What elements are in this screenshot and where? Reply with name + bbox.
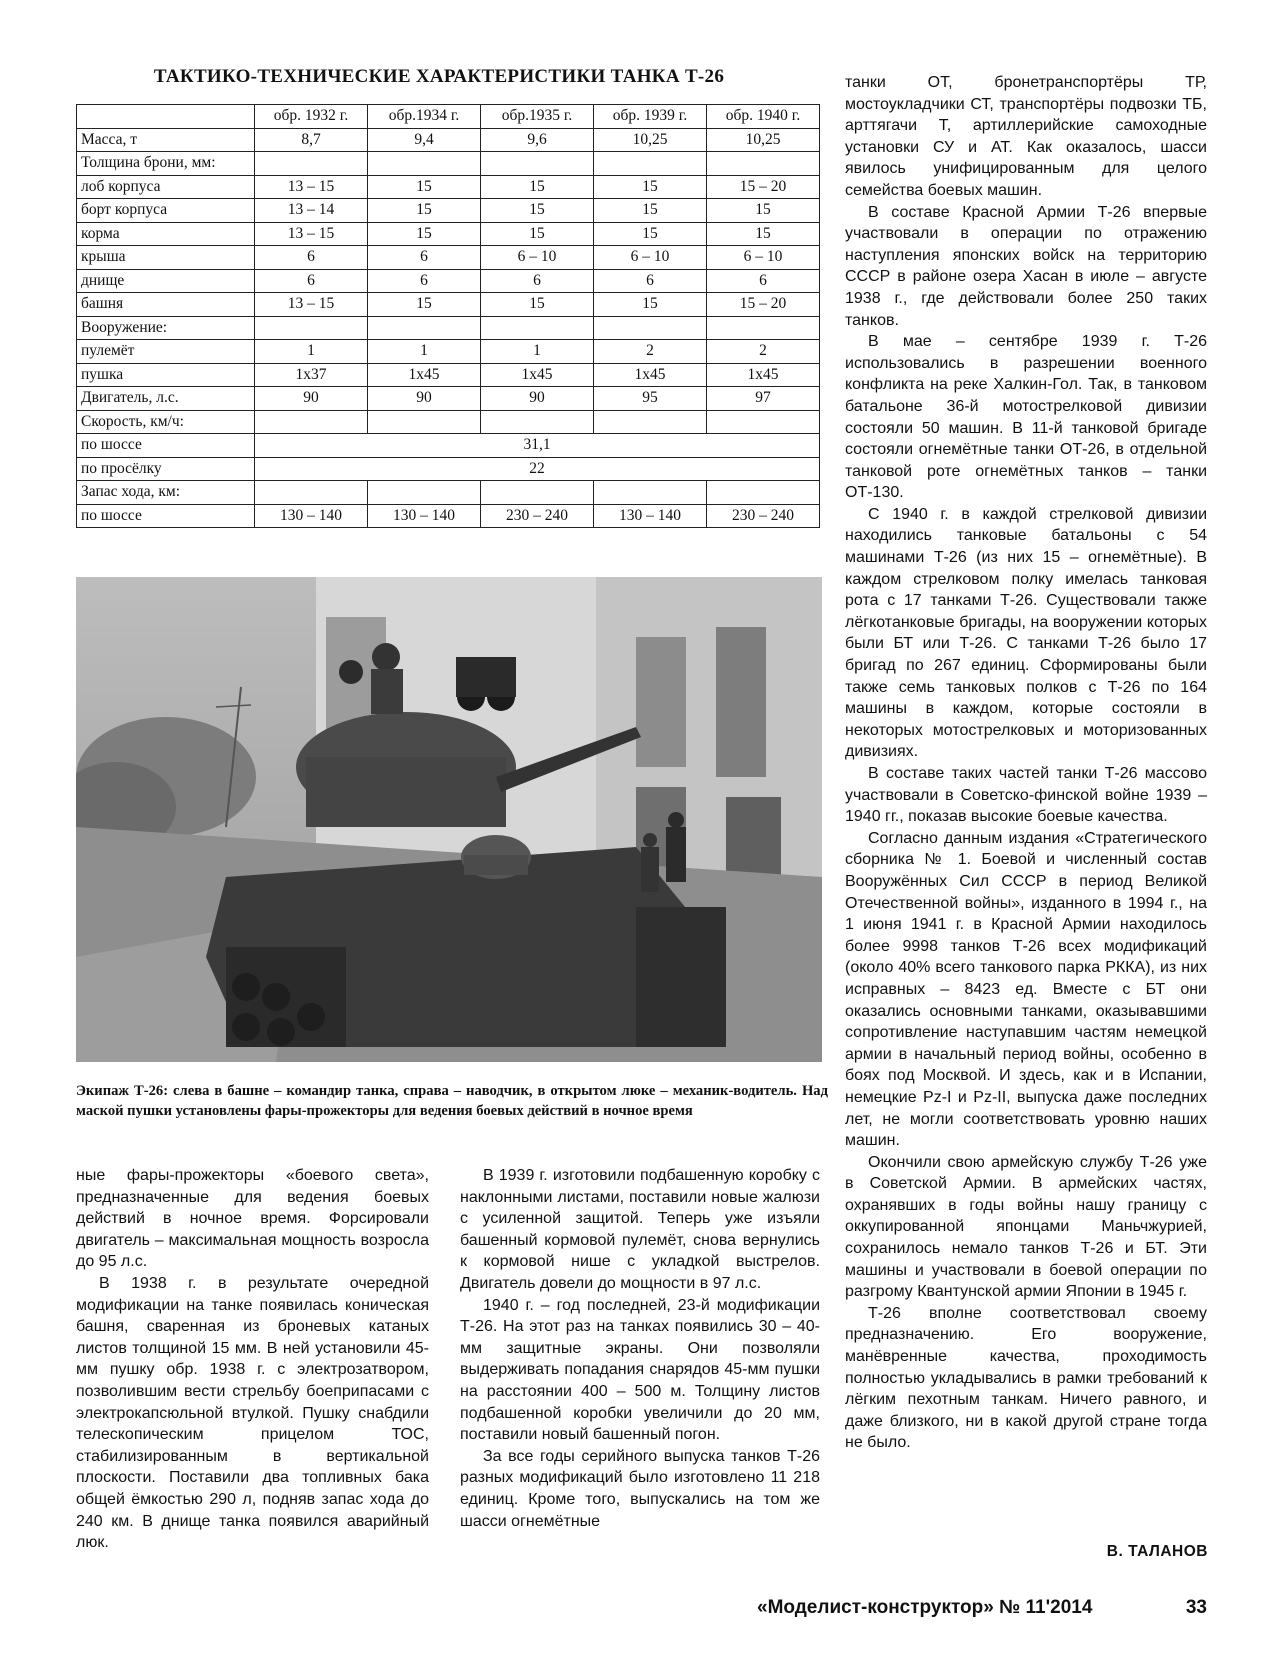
value-cell: 15 (707, 222, 820, 246)
value-cell (594, 410, 707, 434)
value-cell: 2 (707, 340, 820, 364)
value-cell: 15 (594, 175, 707, 199)
paragraph: В 1938 г. в результате очередной модификации на танке появилась коническая башня, сваренная из броневых катаных листов толщиной 15 мм. В ней установили 45-мм пушку обр. 1938 г. с электрозатвором, позволившим вести стрельбу боеприпасами с электрокапсюльной втулкой. Пушку снабдили телескопическим прицелом ТОС, стабилизированным в вертикальной плоскости. Поставили два топливных бака общей ёмкостью 290 л, подняв запас хода до 240 км. В днище танка появился аварийный люк. (76, 1274, 429, 1552)
table-row (77, 457, 820, 481)
table-row (77, 293, 820, 317)
paragraph: С 1940 г. в каждой стрелковой дивизии находились танковые батальоны с 54 машинами Т-26 (из них 15 – огнемётные). В каждом стрелковом полку имелась танковая рота с 17 танками Т-26. Существовали также лёгкотанковые бригады, на вооружении которых были БТ или Т-26. С танками Т-26 было 17 бригад по 267 единиц. Сформированы были также семь танковых полков с Т-26 по 164 машины в каждом, которые состояли в некоторых мотострелковых и моторизованных дивизиях. (845, 505, 1207, 761)
value-cell: 15 (368, 222, 481, 246)
row-label: по шоссе (77, 434, 255, 458)
value-cell: 6 (707, 269, 820, 293)
value-cell: 1x37 (255, 363, 368, 387)
row-label: Толщина брони, мм: (77, 152, 255, 176)
row-label: Вооружение: (77, 316, 255, 340)
value-cell: 13 – 15 (255, 222, 368, 246)
specs-table (76, 104, 820, 528)
tank-crew-photo (76, 577, 822, 1062)
text-column-2 (460, 1165, 820, 1532)
page-number: 33 (1185, 1597, 1207, 1618)
column-header: обр.1935 г. (481, 105, 594, 129)
value-cell: 15 (368, 293, 481, 317)
table-title: ТАКТИКО-ТЕХНИЧЕСКИЕ ХАРАКТЕРИСТИКИ ТАНКА Т-26 (153, 66, 725, 87)
value-cell: 15 (481, 199, 594, 223)
value-cell: 230 – 240 (481, 504, 594, 528)
merged-value-cell: 31,1 (255, 434, 820, 458)
row-label: Скорость, км/ч: (77, 410, 255, 434)
paragraph: В составе Красной Армии Т-26 впервые участвовали в операции по отражению наступления японских войск на территорию СССР в районе озера Хасан в июле – августе 1938 г., где действовали более 250 таких танков. (845, 203, 1207, 329)
value-cell: 6 – 10 (481, 246, 594, 270)
row-label: пулемёт (77, 340, 255, 364)
table-row (77, 410, 820, 434)
row-label: Двигатель, л.с. (77, 387, 255, 411)
value-cell (481, 152, 594, 176)
row-label: по шоссе (77, 504, 255, 528)
value-cell: 15 – 20 (707, 175, 820, 199)
value-cell: 97 (707, 387, 820, 411)
value-cell: 15 (481, 293, 594, 317)
table-corner-cell (77, 105, 255, 129)
value-cell (368, 316, 481, 340)
paragraph: Окончили свою армейскую службу Т-26 уже в Советской Армии. В армейских частях, охранявших в годы войны нашу границу с оккупированной японцами Маньчжурией, сохранилось немало танков Т-26 и БТ. Эти машины и участвовали в боевой операции по разгрому Квантунской армии Японии в 1945 г. (845, 1153, 1207, 1301)
column-header: обр.1934 г. (368, 105, 481, 129)
value-cell: 6 (594, 269, 707, 293)
row-label: лоб корпуса (77, 175, 255, 199)
paragraph: танки ОТ, бронетранспортёры ТР, мостоукладчики СТ, транспортёры подвозки ТБ, арттягачи Т, артиллерийские самоходные установки СУ и АТ. Как оказалось, шасси явилось унифицированным для целого семейства боевых машин. (845, 74, 1207, 199)
value-cell: 13 – 15 (255, 293, 368, 317)
value-cell: 8,7 (255, 128, 368, 152)
table-row (77, 128, 820, 152)
table-row (77, 387, 820, 411)
value-cell: 6 (481, 269, 594, 293)
value-cell: 15 (481, 175, 594, 199)
table-row (77, 481, 820, 505)
value-cell (255, 316, 368, 340)
paragraph: В мае – сентябре 1939 г. Т-26 использовались в разрешении военного конфликта на реке Халкин-Гол. Так, в танковом батальоне 36-й мотострелковой дивизии состояли 50 машин. В 11-й танковой бригаде состояли огнемётные танки ОТ-26, в отдельной танковой роте огнемётных танков – танки ОТ-130. (845, 333, 1207, 502)
value-cell: 1x45 (707, 363, 820, 387)
value-cell (707, 316, 820, 340)
paragraph: В составе таких частей танки Т-26 массово участвовали в Советско-финской войне 1939 – 1940 гг., показав высокие боевые качества. (845, 765, 1207, 826)
value-cell: 1 (481, 340, 594, 364)
column-header: обр. 1939 г. (594, 105, 707, 129)
table-row (77, 175, 820, 199)
value-cell: 15 (594, 222, 707, 246)
value-cell (255, 152, 368, 176)
value-cell: 13 – 15 (255, 175, 368, 199)
magazine-name: «Моделист-конструктор» № 11'2014 (757, 1597, 1093, 1618)
photo-caption: Экипаж Т-26: слева в башне – командир танка, справа – наводчик, в открытом люке – механик-водитель. Над маской пушки установлены фары-прожекторы для ведения боевых действий в ночное время (76, 1083, 828, 1119)
value-cell: 95 (594, 387, 707, 411)
value-cell: 230 – 240 (707, 504, 820, 528)
value-cell: 6 (255, 246, 368, 270)
value-cell (368, 481, 481, 505)
table-row (77, 340, 820, 364)
table-row (77, 316, 820, 340)
column-header: обр. 1940 г. (707, 105, 820, 129)
value-cell: 6 – 10 (707, 246, 820, 270)
value-cell (255, 481, 368, 505)
value-cell: 90 (255, 387, 368, 411)
page-footer (757, 1597, 1207, 1619)
value-cell: 10,25 (707, 128, 820, 152)
author-signature: В. ТАЛАНОВ (1106, 1543, 1208, 1560)
value-cell (707, 481, 820, 505)
value-cell (481, 316, 594, 340)
paragraph: Т-26 вполне соответствовал своему предназначению. Его вооружение, манёвренные качества, проходимость полностью укладывались в рамки требований к лёгким пехотным танкам. Ничего равного, и даже близкого, ни в какой другой стране тогда не было. (845, 1304, 1207, 1452)
value-cell: 130 – 140 (594, 504, 707, 528)
value-cell: 15 (594, 293, 707, 317)
paragraph: За все годы серийного выпуска танков Т-26 разных модификаций было изготовлено 11 218 единиц. Кроме того, выпускались на том же шасси огнемётные (460, 1447, 820, 1530)
value-cell: 2 (594, 340, 707, 364)
value-cell: 1x45 (368, 363, 481, 387)
merged-value-cell: 22 (255, 457, 820, 481)
row-label: пушка (77, 363, 255, 387)
value-cell (707, 410, 820, 434)
row-label: Запас хода, км: (77, 481, 255, 505)
table-row (77, 504, 820, 528)
value-cell (481, 481, 594, 505)
table-row (77, 152, 820, 176)
value-cell: 6 (368, 269, 481, 293)
value-cell: 9,6 (481, 128, 594, 152)
paragraph: ные фары-прожекторы «боевого света», предназначенные для ведения боевых действий в ночное время. Форсировали двигатель – максимальная мощность возросла до 95 л.с. (76, 1167, 429, 1271)
text-column-1 (76, 1165, 429, 1554)
value-cell (481, 410, 594, 434)
value-cell: 9,4 (368, 128, 481, 152)
value-cell (255, 410, 368, 434)
value-cell: 15 (368, 199, 481, 223)
value-cell: 13 – 14 (255, 199, 368, 223)
value-cell: 15 (707, 199, 820, 223)
text-column-3 (845, 72, 1207, 1454)
value-cell: 90 (368, 387, 481, 411)
value-cell: 6 (255, 269, 368, 293)
row-label: днище (77, 269, 255, 293)
row-label: крыша (77, 246, 255, 270)
value-cell: 1 (368, 340, 481, 364)
value-cell (368, 152, 481, 176)
value-cell (707, 152, 820, 176)
value-cell (594, 316, 707, 340)
value-cell: 15 (594, 199, 707, 223)
value-cell: 10,25 (594, 128, 707, 152)
value-cell: 6 (368, 246, 481, 270)
row-label: корма (77, 222, 255, 246)
value-cell: 130 – 140 (255, 504, 368, 528)
row-label: Масса, т (77, 128, 255, 152)
table-row (77, 246, 820, 270)
table-header-row (77, 105, 820, 129)
value-cell: 90 (481, 387, 594, 411)
row-label: по просёлку (77, 457, 255, 481)
row-label: башня (77, 293, 255, 317)
value-cell: 6 – 10 (594, 246, 707, 270)
value-cell: 130 – 140 (368, 504, 481, 528)
column-header: обр. 1932 г. (255, 105, 368, 129)
tank-photo-illustration (76, 577, 822, 1062)
table-row (77, 269, 820, 293)
paragraph: Согласно данным издания «Стратегического сборника № 1. Боевой и численный состав Вооружённых Сил СССР в период Великой Отечественной войны», изданного в 1994 г., на 1 июня 1941 г. в Красной Армии находилось более 9998 танков Т-26 всех модификаций (около 40% всего танкового парка РККА), из них исправных – 8423 ед. Вместе с БТ они оказались основными танками, оказывавшими сопротивление наступавшим частям немецкой армии в начальный период войны, особенно в боях под Москвой. И здесь, как и в Испании, немецкие Pz-I и Pz-II, выпуска даже последних лет, не могли соответствовать уровню наших машин. (845, 829, 1207, 1150)
table-row (77, 222, 820, 246)
table-row (77, 434, 820, 458)
value-cell: 15 – 20 (707, 293, 820, 317)
value-cell: 1 (255, 340, 368, 364)
table-row (77, 363, 820, 387)
value-cell: 1x45 (594, 363, 707, 387)
table-row (77, 199, 820, 223)
paragraph: 1940 г. – год последней, 23-й модификации Т-26. На этот раз на танках появились 30 – 40-мм защитные экраны. Они позволяли выдерживать попадания снарядов 45-мм пушки на расстоянии 400 – 500 м. Толщину листов подбашенной коробки увеличили до 20 мм, поставили новый башенный погон. (460, 1296, 820, 1444)
value-cell: 15 (368, 175, 481, 199)
value-cell (594, 481, 707, 505)
value-cell: 1x45 (481, 363, 594, 387)
value-cell: 15 (481, 222, 594, 246)
row-label: борт корпуса (77, 199, 255, 223)
value-cell (594, 152, 707, 176)
value-cell (368, 410, 481, 434)
paragraph: В 1939 г. изготовили подбашенную коробку с наклонными листами, поставили новые жалюзи с усиленной защитой. Теперь уже изъяли башенный кормовой пулемёт, снова вернулись к кормовой нише с укладкой выстрелов. Двигатель довели до мощности в 97 л.с. (460, 1167, 820, 1292)
